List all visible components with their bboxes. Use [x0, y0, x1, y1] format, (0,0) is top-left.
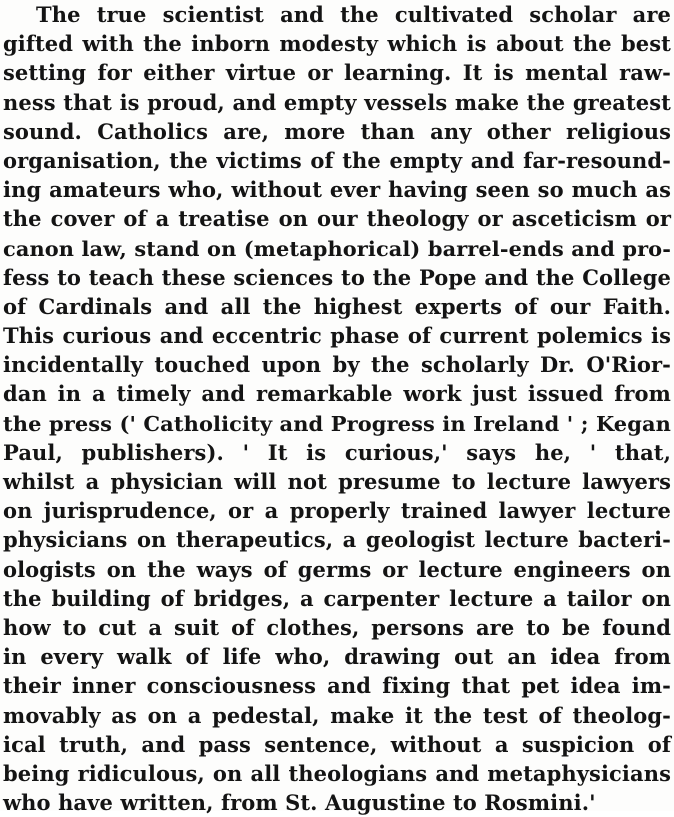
text-line: on jurisprudence, or a properly trained lawyer lecture	[3, 498, 671, 524]
text-line: sound. Catholics are, more than any other religious	[3, 118, 671, 144]
text-line: of Cardinals and all the highest experts of our Faith.	[3, 293, 671, 319]
text-line: who have written, from St. Augustine to Rosmini.'	[3, 790, 596, 816]
text-line: how to cut a suit of clothes, persons are to be found	[3, 614, 671, 640]
text-line: The true scientist and the cultivated scholar are	[36, 2, 671, 27]
text-line: being ridiculous, on all theologians and metaphysicians	[3, 760, 671, 786]
text-line: whilst a physician will not presume to lecture lawyers	[3, 469, 671, 494]
text-line: setting for either virtue or learning. It is mental raw-	[3, 60, 671, 86]
text-line: gifted with the inborn modesty which is about the best	[3, 31, 671, 57]
text-line: incidentally touched upon by the scholarly Dr. O'Rior-	[3, 352, 671, 378]
text-line: Paul, publishers). ' It is curious,' says he, ' that,	[3, 439, 671, 465]
text-line: ologists on the ways of germs or lecture engineers on	[3, 556, 671, 582]
text-line: in every walk of life who, drawing out an idea from	[3, 644, 671, 670]
text-line: This curious and eccentric phase of current polemics is	[3, 323, 671, 349]
text-line: the press (' Catholicity and Progress in Ireland ' ; Kegan	[3, 410, 671, 436]
text-line: canon law, stand on (metaphorical) barrel-ends and pro-	[3, 235, 671, 261]
text-line: the building of bridges, a carpenter lecture a tailor on	[3, 585, 671, 611]
text-line: the cover of a treatise on our theology or asceticism or	[3, 206, 671, 232]
text-line: fess to teach these sciences to the Pope and the College	[3, 264, 671, 290]
article-column	[3, 0, 671, 817]
text-line: physicians on therapeutics, a geologist lecture bacteri-	[3, 527, 671, 553]
text-line: organisation, the victims of the empty and far-resound-	[3, 147, 671, 173]
text-line: their inner consciousness and fixing that pet idea im-	[3, 673, 671, 699]
text-line: ness that is proud, and empty vessels make the greatest	[3, 89, 671, 115]
text-line: movably as on a pedestal, make it the test of theolog-	[3, 702, 671, 728]
text-line: dan in a timely and remarkable work just issued from	[3, 381, 671, 407]
text-line: ing amateurs who, without ever having seen so much as	[3, 177, 671, 203]
text-line: ical truth, and pass sentence, without a suspicion of	[3, 731, 671, 757]
